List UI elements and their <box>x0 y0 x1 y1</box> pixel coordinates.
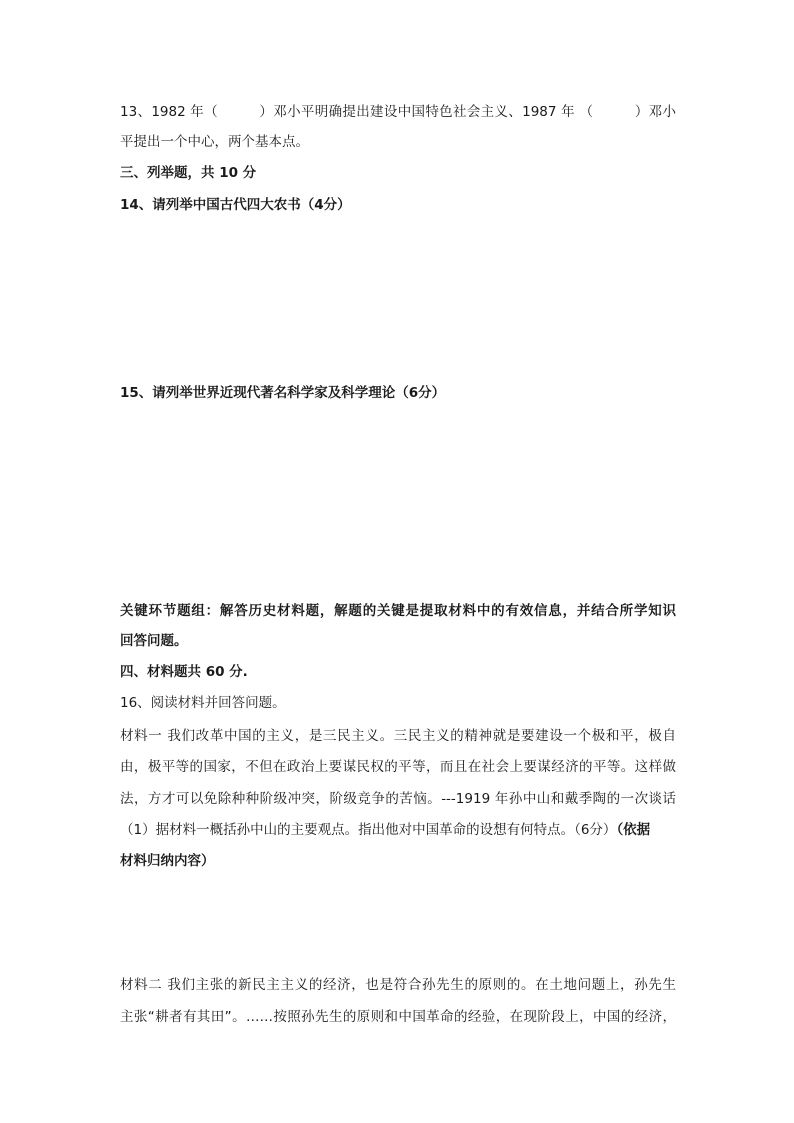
material-1-line-3: 法，方才可以免除种种阶级冲突，阶级竞争的苦恼。---1919 年孙中山和戴季陶的一次谈话 <box>120 791 676 807</box>
question-16-1-line-2: 材料归纳内容） <box>120 853 215 869</box>
key-group-line-2: 回答问题。 <box>120 633 188 649</box>
key-group-line-1: 关键环节题组：解答历史材料题，解题的关键是提取材料中的有效信息，并结合所学知识 <box>120 603 676 619</box>
section-3-heading: 三、列举题，共 10 分 <box>120 165 257 181</box>
question-16-1-hint: （依据 <box>616 822 651 838</box>
question-13-line-2: 平提出一个中心，两个基本点。 <box>120 134 309 150</box>
question-16-intro: 16、阅读材料并回答问题。 <box>120 695 286 711</box>
question-15: 15、请列举世界近现代著名科学家及科学理论（6分） <box>120 385 446 401</box>
question-13-line-1: 13、1982 年（ ）邓小平明确提出建设中国特色社会主义、1987 年 （ ）邓小 <box>120 104 676 120</box>
material-1-line-2: 由，极平等的国家，不但在政治上要谋民权的平等，而且在社会上要谋经济的平等。这样做 <box>120 759 676 775</box>
material-1-line-1: 材料一 我们改革中国的主义，是三民主义。三民主义的精神就是要建设一个极和平，极自 <box>120 728 676 744</box>
material-2-line-2: 主张“耕者有其田”。……按照孙先生的原则和中国革命的经验，在现阶段上，中国的经济， <box>120 1009 676 1025</box>
question-14: 14、请列举中国古代四大农书（4分） <box>120 197 351 213</box>
material-2-line-1: 材料二 我们主张的新民主主义的经济，也是符合孙先生的原则的。在土地问题上，孙先生 <box>120 977 676 993</box>
question-16-1-line-1 <box>120 820 676 840</box>
section-4-heading: 四、材料题共 60 分. <box>120 664 248 680</box>
question-16-1-text: （1）据材料一概括孙中山的主要观点。指出他对中国革命的设想有何特点。（6分） <box>120 822 617 838</box>
